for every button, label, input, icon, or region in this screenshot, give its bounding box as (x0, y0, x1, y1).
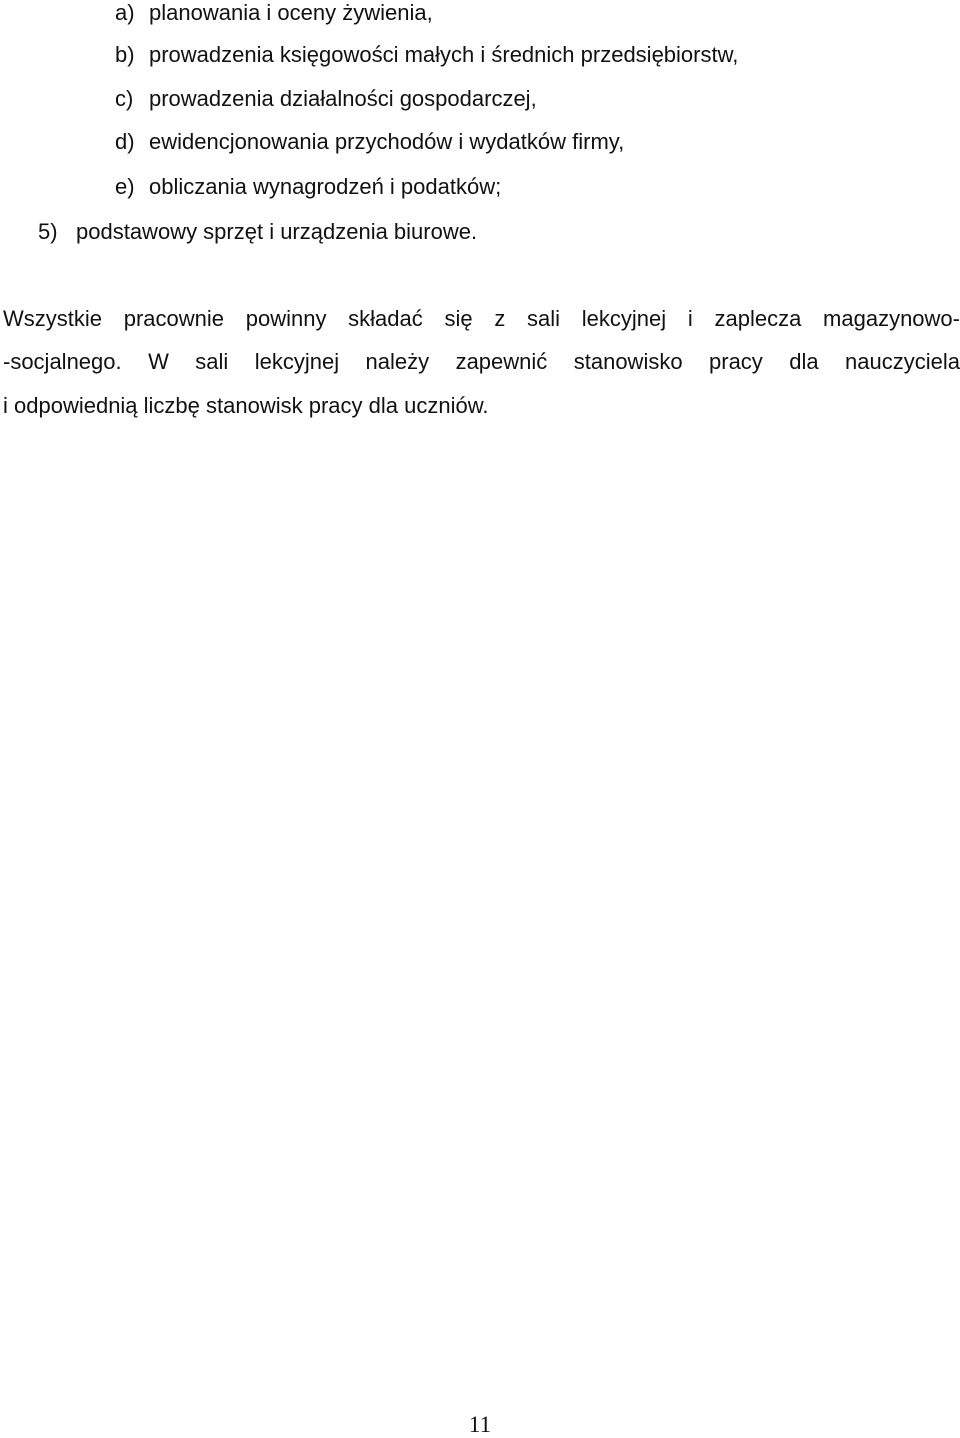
list-item-text: planowania i oceny żywienia, (149, 0, 433, 25)
list-marker: a) (115, 0, 135, 25)
paragraph-text: Wszystkie pracownie powinny składać się z sali lekcyjnej i zaplecza magazynowo- (3, 306, 960, 331)
list-item-text: obliczania wynagrodzeń i podatków; (149, 174, 502, 199)
list-item-text: prowadzenia księgowości małych i średnich przedsiębiorstw, (149, 42, 739, 67)
paragraph-line-2 (3, 349, 960, 375)
list-marker: e) (115, 174, 135, 199)
list-item-text: prowadzenia działalności gospodarczej, (149, 86, 537, 111)
list-item-text: podstawowy sprzęt i urządzenia biurowe. (76, 219, 478, 244)
list-item-c (115, 86, 537, 112)
list-item-text: ewidencjonowania przychodów i wydatków firmy, (149, 129, 625, 154)
list-item-d (115, 129, 624, 155)
list-marker: d) (115, 129, 135, 154)
list-item-5 (38, 219, 477, 245)
page-number: 11 (468, 1412, 492, 1437)
list-marker: 5) (38, 219, 58, 244)
paragraph-text: -socjalnego. W sali lekcyjnej należy zapewnić stanowisko pracy dla nauczyciela (3, 349, 960, 374)
list-marker: c) (115, 86, 134, 111)
paragraph-line-3 (3, 393, 960, 419)
list-marker: b) (115, 42, 135, 67)
list-item-b (115, 42, 738, 68)
paragraph-line-1 (3, 306, 960, 332)
list-item-e (115, 174, 501, 200)
paragraph-text: i odpowiednią liczbę stanowisk pracy dla uczniów. (3, 393, 489, 418)
list-item-a (115, 0, 433, 26)
